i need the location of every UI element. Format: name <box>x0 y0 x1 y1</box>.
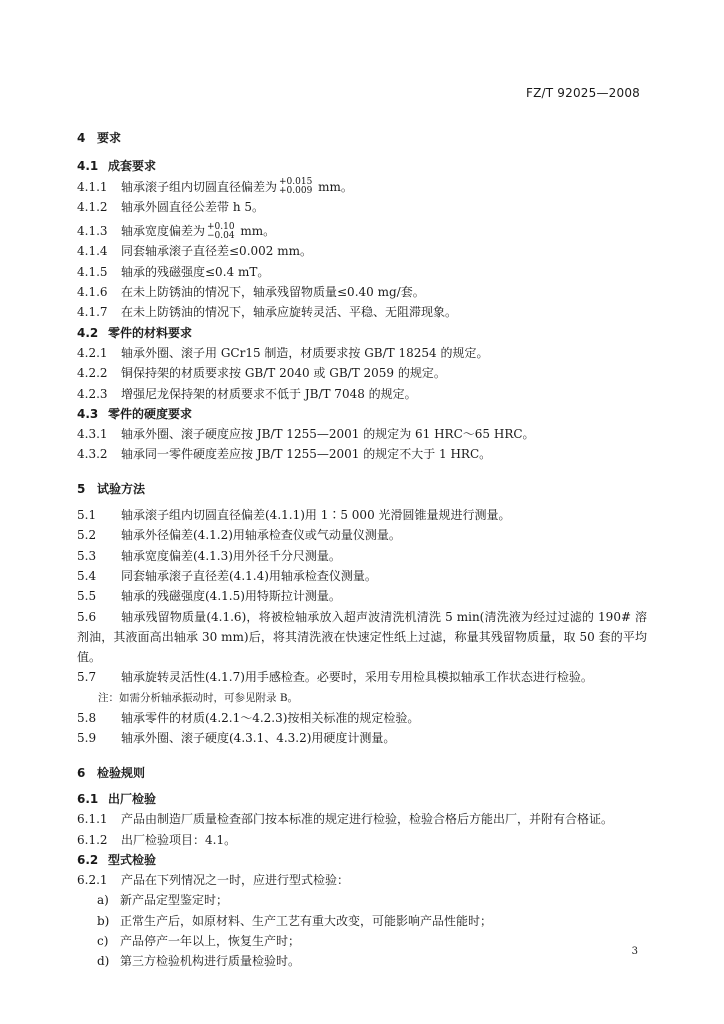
page-number: 3 <box>631 946 638 957</box>
tolerance-fraction: +0.10 −0.04 <box>207 221 235 241</box>
clause-4-1-4: 4.1.4 同套轴承滚子直径差≤0.002 mm。 <box>77 244 312 259</box>
clause-4-2-3: 4.2.3 增强尼龙保持架的材质要求不低于 JB/T 7048 的规定。 <box>77 386 417 401</box>
subsection-heading: 6.2 型式检验 <box>77 852 157 867</box>
subsection-heading: 4.2 零件的材料要求 <box>77 325 193 340</box>
clause-5-6: 5.6 轴承残留物质量(4.1.6)，将被检轴承放入超声波清洗机清洗 5 min(清洗液为经过过滤的 190# 溶剂油，其液面高出轴承 30 mm)后，将其清洗液在快速定性纸上过滤，称量其残留物质量，取 50 套的平均值。 <box>77 609 647 665</box>
clause-6-1-2: 6.1.2 出厂检验项目：4.1。 <box>77 832 237 847</box>
clause-5-9: 5.9 轴承外圈、滚子硬度(4.3.1、4.3.2)用硬度计测量。 <box>77 731 396 746</box>
clause-4-1-3: 4.1.3 轴承宽度偏差为 +0.10 −0.04 mm。 <box>77 221 276 241</box>
clause-6-2-1: 6.2.1 产品在下列情况之一时，应进行型式检验： <box>77 873 350 888</box>
clause-5-1: 5.1 轴承滚子组内切圆直径偏差(4.1.1)用 1∶5 000 光滑圆锥量规进行测量。 <box>77 508 511 523</box>
section-heading: 4 要求 <box>77 131 122 145</box>
clause-5-7: 5.7 轴承旋转灵活性(4.1.7)用手感检查。必要时，采用专用检具模拟轴承工作状态进行检验。 <box>77 670 593 685</box>
document-body <box>77 128 647 972</box>
subsection-heading: 6.1 出厂检验 <box>77 791 157 806</box>
subsection-heading: 4.1 成套要求 <box>77 159 157 174</box>
list-item: d) 第三方检验机构进行质量检验时。 <box>97 954 301 969</box>
tolerance-fraction: +0.015 +0.009 <box>279 177 313 197</box>
clause-4-1-7: 4.1.7 在未上防锈油的情况下，轴承应旋转灵活、平稳、无阻滞现象。 <box>77 305 458 320</box>
note: 注：如需分析轴承振动时，可参见附录 B。 <box>98 691 299 704</box>
clause-5-8: 5.8 轴承零件的材质(4.2.1～4.2.3)按相关标准的规定检验。 <box>77 711 420 726</box>
list-item: c) 产品停产一年以上，恢复生产时； <box>97 933 301 948</box>
clause-5-5: 5.5 轴承的残磁强度(4.1.5)用特斯拉计测量。 <box>77 589 341 604</box>
section-heading: 6 检验规则 <box>77 765 146 780</box>
clause-5-4: 5.4 同套轴承滚子直径差(4.1.4)用轴承检查仪测量。 <box>77 568 377 583</box>
clause-4-1-2: 4.1.2 轴承外圆直径公差带 h 5。 <box>77 199 264 214</box>
clause-4-1-1: 4.1.1 轴承滚子组内切圆直径偏差为 +0.015 +0.009 mm。 <box>77 177 353 197</box>
clause-4-3-2: 4.3.2 轴承同一零件硬度差应按 JB/T 1255—2001 的规定不大于 1 HRC。 <box>77 447 492 462</box>
clause-4-2-2: 4.2.2 铜保持架的材质要求按 GB/T 2040 或 GB/T 2059 的规定。 <box>77 366 446 381</box>
clause-4-1-6: 4.1.6 在未上防锈油的情况下，轴承残留物质量≤0.40 mg/套。 <box>77 285 425 300</box>
clause-5-2: 5.2 轴承外径偏差(4.1.2)用轴承检查仪或气动量仪测量。 <box>77 528 401 543</box>
clause-4-2-1: 4.2.1 轴承外圈、滚子用 GCr15 制造，材质要求按 GB/T 18254 的规定。 <box>77 345 489 360</box>
clause-4-1-5: 4.1.5 轴承的残磁强度≤0.4 mT。 <box>77 264 270 279</box>
list-item: a) 新产品定型鉴定时； <box>97 893 229 908</box>
clause-6-1-1: 6.1.1 产品由制造厂质量检查部门按本标准的规定进行检验，检验合格后方能出厂，并附有合格证。 <box>77 812 614 827</box>
section-heading: 5 试验方法 <box>77 481 146 496</box>
standard-code: FZ/T 92025—2008 <box>525 86 640 100</box>
subsection-heading: 4.3 零件的硬度要求 <box>77 406 193 421</box>
clause-4-3-1: 4.3.1 轴承外圈、滚子硬度应按 JB/T 1255—2001 的规定为 61 HRC～65 HRC。 <box>77 427 535 442</box>
clause-5-3: 5.3 轴承宽度偏差(4.1.3)用外径千分尺测量。 <box>77 548 341 563</box>
list-item: b) 正常生产后，如原材料、生产工艺有重大改变，可能影响产品性能时； <box>97 913 493 928</box>
